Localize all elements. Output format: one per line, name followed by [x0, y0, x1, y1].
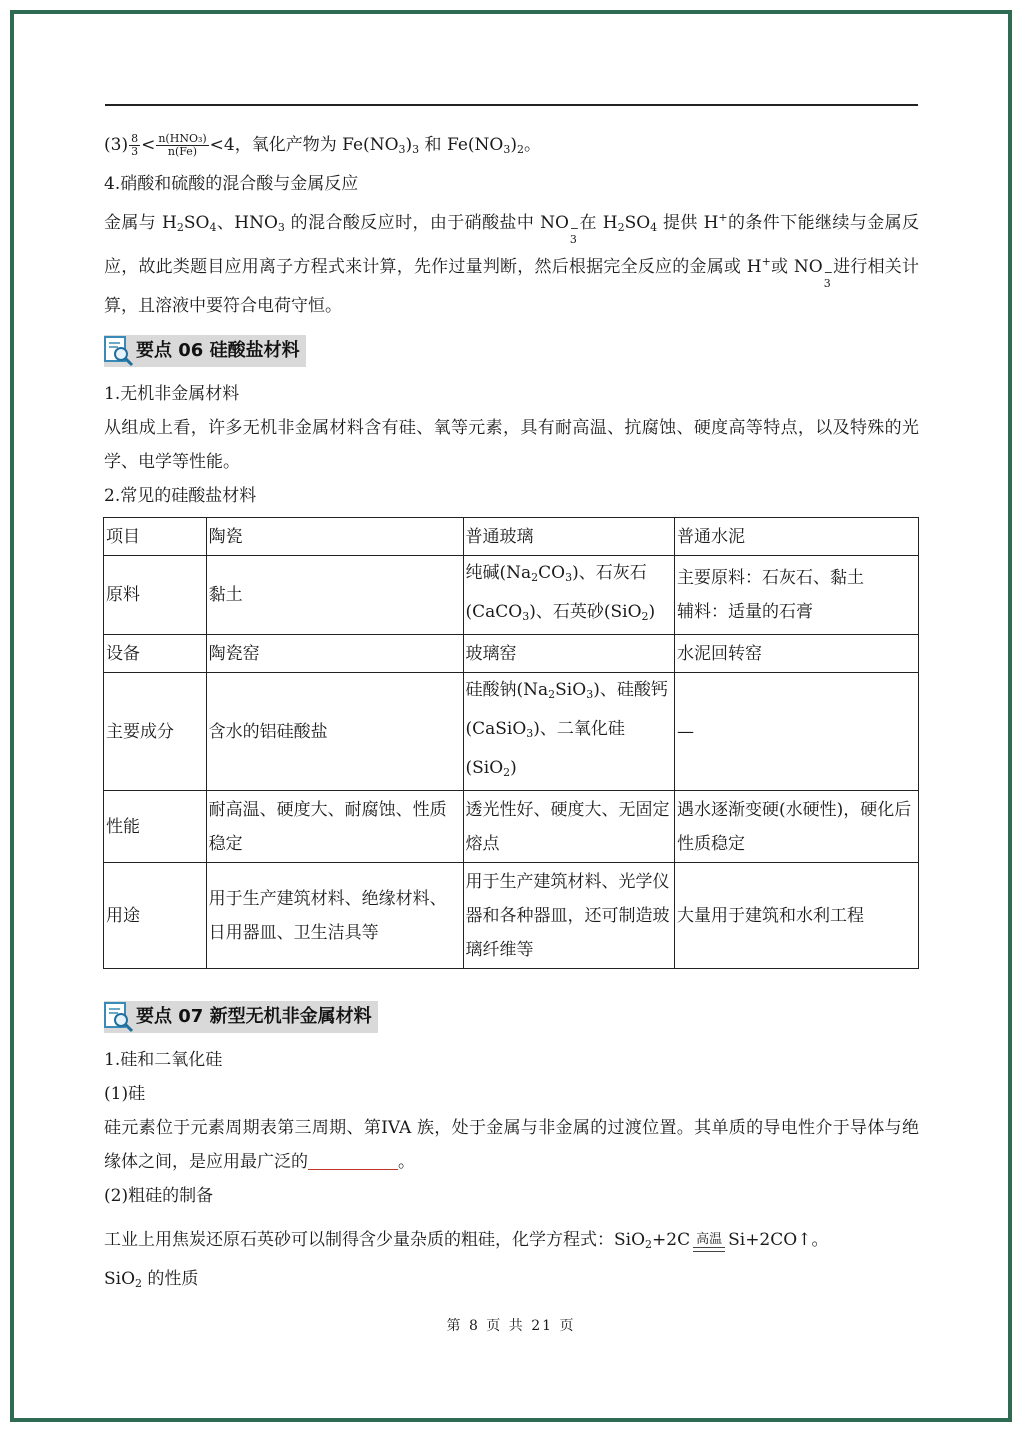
nitrate-ion-charge-2: − 3: [823, 266, 833, 290]
table-cell: 耐高温、硬度大、耐腐蚀、性质稳定: [206, 791, 463, 863]
reaction-condition: 高温: [693, 1233, 725, 1252]
table-cell: 遇水逐渐变硬(水硬性)，硬化后性质稳定: [674, 791, 918, 863]
text: (3): [104, 135, 129, 155]
heading-mixed-acid: 4.硝酸和硫酸的混合酸与金属反应: [104, 174, 359, 194]
ratio-line: (3) $\frac{8}{3}$ < $\frac{\text{n(HNO₃)}}{n(Fe)}$ <4，氧化产物为 $Fe(NO_3)_3$ 和 $Fe(NO_3)_2$。: [104, 132, 541, 158]
table-row: [104, 635, 919, 673]
paragraph-mixed-acid: 金属与 $H_2SO_4$、$HNO_3$ 的混合酸反应时，由于硝酸盐中 NO − 3 在 $H_2SO_4$ 提供 H+的条件下能继续与金属反应，故此类题目应用离子方程式来计算，先作过量判断，然后根据完全反应的金属或 H+或 NO − 3 进行相关计算，且溶液中要符合电荷守恒。: [104, 201, 919, 323]
table-cell: 透光性好、硬度大、无固定熔点: [463, 791, 674, 863]
table-cell: 大量用于建筑和水利工程: [674, 863, 918, 969]
paragraph-inorganic: 从组成上看，许多无机非金属材料含有硅、氧等元素，具有耐高温、抗腐蚀、硬度高等特点，以及特殊的光学、电学等性能。: [104, 418, 919, 472]
fraction-8-3: $\frac{8}{3}$: [131, 132, 139, 158]
table-row: [104, 863, 919, 969]
table-cell: 用于生产建筑材料、绝缘材料、日用器皿、卫生洁具等: [206, 863, 463, 969]
table-header-cell: 陶瓷: [206, 518, 463, 556]
page-content: [104, 128, 919, 1301]
subheading-sio2-properties: SiO$_2$ 的性质: [104, 1269, 199, 1290]
magnifier-book-icon: [104, 1001, 134, 1033]
subheading-silicate: 2.常见的硅酸盐材料: [104, 486, 257, 506]
table-cell: 性能: [104, 791, 207, 863]
table-cell: 原料: [104, 556, 207, 635]
table-row: [104, 556, 919, 635]
silicate-materials-table: [103, 517, 919, 969]
table-header-cell: 项目: [104, 518, 207, 556]
equation-line: 工业上用焦炭还原石英砂可以制得含少量杂质的粗硅，化学方程式：SiO$_2$+2C 高温 Si+2CO↑。: [104, 1230, 829, 1251]
table-row: [104, 673, 919, 791]
table-header-cell: 普通玻璃: [463, 518, 674, 556]
table-cell: 用途: [104, 863, 207, 969]
table-header-cell: 普通水泥: [674, 518, 918, 556]
table-cell: 硅酸钠$(Na_2SiO_3)$、硅酸钙(CaSiO$_3$)、二氧化硅(SiO$_2$): [463, 673, 674, 791]
section-07-heading: [104, 997, 919, 1037]
subheading-silicon: (1)硅: [104, 1084, 146, 1104]
table-cell: 设备: [104, 635, 207, 673]
paragraph-silicon: 硅元素位于元素周期表第三周期、第IVA 族，处于金属与非金属的过渡位置。其单质的导电性介于导体与绝缘体之间，是应用最广泛的 。: [104, 1118, 919, 1172]
table-cell: 用于生产建筑材料、光学仪器和各种器皿，还可制造玻璃纤维等: [463, 863, 674, 969]
header-rule: [105, 104, 918, 106]
fill-in-blank[interactable]: [308, 1147, 398, 1170]
table-row: [104, 791, 919, 863]
magnifier-book-icon: [104, 335, 134, 367]
table-cell: 主要成分: [104, 673, 207, 791]
table-cell: 玻璃窑: [463, 635, 674, 673]
table-cell: 黏土: [206, 556, 463, 635]
subheading-crude-silicon: (2)粗硅的制备: [104, 1186, 214, 1206]
table-cell: 陶瓷窑: [206, 635, 463, 673]
nitrate-ion-charge: − 3: [569, 222, 580, 246]
subheading-silicon-dioxide: 1.硅和二氧化硅: [104, 1050, 223, 1070]
table-cell: 水泥回转窑: [674, 635, 918, 673]
table-cell: 主要原料：石灰石、黏土 辅料：适量的石膏: [674, 556, 918, 635]
table-cell: 纯碱$(Na_2CO_3)$、石灰石(CaCO$_3$)、石英砂(SiO$_2$): [463, 556, 674, 635]
page-number: 第 8 页 共 21 页: [446, 1318, 576, 1334]
section-title: 要点 07 新型无机非金属材料: [136, 1006, 372, 1027]
fraction-hno3-fe: $\frac{\text{n(HNO₃)}}{n(Fe)}$: [158, 132, 207, 158]
subheading-inorganic: 1.无机非金属材料: [104, 384, 240, 404]
section-06-heading: [104, 331, 919, 371]
table-row: [104, 518, 919, 556]
table-cell: —: [674, 673, 918, 791]
section-title: 要点 06 硅酸盐材料: [136, 340, 300, 361]
table-cell: 含水的铝硅酸盐: [206, 673, 463, 791]
